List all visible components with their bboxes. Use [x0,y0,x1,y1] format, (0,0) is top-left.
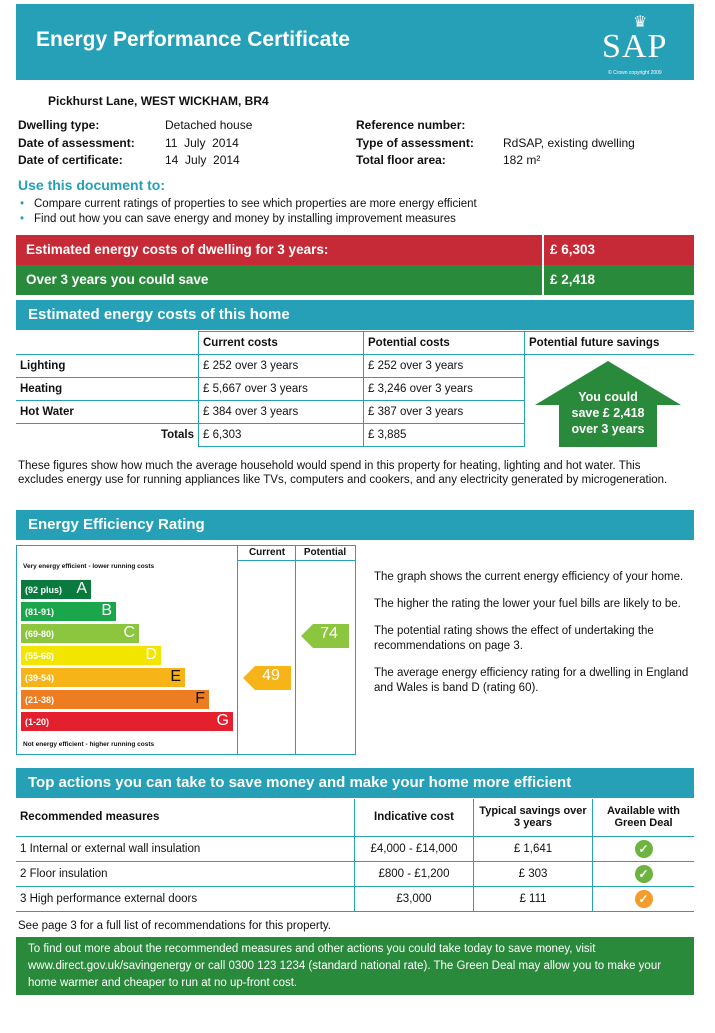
green-deal-cell [593,861,695,886]
footer-text: To find out more about the recommended measures and other actions you could take today to save money, visit www.direct.gov.uk/savingenergy or call 0300 123 1234 (standard national rate). The Green Deal may allow you to make your home warmer and cheaper to run at no up-front cost. [28,943,662,989]
cost-potential: £ 387 over 3 years [364,401,525,424]
cost-potential: £ 252 over 3 years [364,355,525,378]
bullet-icon: • [20,198,25,210]
rating-text: The graph shows the current energy efficiency of your home. [374,571,684,583]
assessment-type-value: RdSAP, existing dwelling [503,136,635,150]
rating-explanation [374,570,694,696]
dwelling-type-value: Detached house [165,118,253,132]
savings-arrow-cell [525,355,695,447]
costs-header-savings: Potential future savings [525,332,695,355]
header-banner [16,4,694,80]
savings-summary-bar [16,265,694,295]
reference-label: Reference number: [356,118,466,132]
table-row [16,355,694,378]
certificate-date-value: 14 July 2014 [165,153,240,167]
band-range: (55-68) [25,651,55,661]
use-bullet-text: Compare current ratings of properties to see which properties are more energy efficient [34,198,477,210]
band-e [21,668,185,687]
cost-summary-value: £ 6,303 [550,242,596,257]
savings-arrow-text [533,389,683,437]
savings-arrow-line: over 3 years [571,422,645,436]
page-title: Energy Performance Certificate [36,28,350,51]
cost-item: Hot Water [16,401,199,424]
band-letter: G [216,712,229,729]
top-note: Very energy efficient - lower running costs [23,563,155,570]
check-icon: ✓ [635,890,653,908]
measure-saving: £ 1,641 [474,836,593,861]
measure: 2 Floor insulation [16,861,355,886]
measure-cost: £800 - £1,200 [355,861,474,886]
cost-current: £ 252 over 3 years [199,355,364,378]
measure: 1 Internal or external wall insulation [16,836,355,861]
band-a [21,580,91,599]
dwelling-type-label: Dwelling type: [18,118,100,132]
band-g [21,712,233,731]
band-range: (21-38) [25,695,55,705]
actions-heading: Top actions you can take to save money and make your home more efficient [28,774,572,791]
current-rating-value: 49 [262,667,280,684]
band-letter: C [123,624,135,641]
costs-table [16,331,694,447]
sap-logo-text: SAP [602,28,668,65]
band-d [21,646,161,665]
table-row [16,861,694,886]
measure-saving: £ 303 [474,861,593,886]
sap-logo [602,12,682,76]
logo-copyright: © Crown copyright 2009 [608,70,662,76]
current-column-header: Current [248,547,286,558]
bottom-note: Not energy efficient - higher running costs [23,741,155,748]
rating-section-header [16,510,694,540]
divider [237,546,238,754]
cost-item: Heating [16,378,199,401]
table-row [16,836,694,861]
cost-current: £ 384 over 3 years [199,401,364,424]
crown-icon: ♛ [633,14,648,31]
cost-summary-label: Estimated energy costs of dwelling for 3 years: [26,242,329,257]
use-bullet [20,213,456,225]
totals-potential: £ 3,885 [364,424,525,447]
band-letter: B [101,602,112,619]
cost-potential: £ 3,246 over 3 years [364,378,525,401]
bullet-icon: • [20,213,25,225]
band-b [21,602,116,621]
cost-summary-bar [16,235,694,265]
band-range: (1-20) [25,717,50,727]
band-letter: E [170,668,181,685]
savings-summary-value: £ 2,418 [550,272,596,287]
totals-current: £ 6,303 [199,424,364,447]
check-icon: ✓ [635,840,653,858]
footer-banner [16,937,694,995]
actions-header-savings: Typical savings over 3 years [474,799,593,836]
rating-text: The potential rating shows the effect of undertaking the recommendations on page 3. [374,625,654,652]
measure-cost: £3,000 [355,886,474,911]
savings-summary-label: Over 3 years you could save [26,272,209,287]
assessment-type-label: Type of assessment: [356,136,474,150]
assessment-date-label: Date of assessment: [18,136,135,150]
band-f [21,690,209,709]
use-document-heading: Use this document to: [18,177,166,193]
band-range: (92 plus) [25,585,63,595]
band-range: (69-80) [25,629,55,639]
potential-column-header: Potential [303,547,347,558]
green-deal-cell [593,836,695,861]
floor-area-label: Total floor area: [356,153,446,167]
costs-header-potential: Potential costs [364,332,525,355]
actions-header-green-deal: Available with Green Deal [593,799,695,836]
use-bullet-text: Find out how you can save energy and money by installing improvement measures [34,213,456,225]
costs-header-current: Current costs [199,332,364,355]
costs-header-item [16,332,199,355]
rating-chart [16,545,356,755]
actions-section-header [16,768,694,798]
cost-item: Lighting [16,355,199,378]
see-page-note: See page 3 for a full list of recommendations for this property. [18,920,331,932]
table-row [16,886,694,911]
savings-arrow-line: save £ 2,418 [571,406,645,420]
assessment-date-value: 11 July 2014 [165,136,239,150]
certificate-date-label: Date of certificate: [18,153,123,167]
property-address: Pickhurst Lane, WEST WICKHAM, BR4 [48,94,269,108]
potential-rating-value: 74 [320,625,338,642]
divider [237,560,355,561]
costs-heading: Estimated energy costs of this home [28,306,290,323]
divider [542,235,544,265]
use-bullet [20,198,477,210]
band-range: (39-54) [25,673,55,683]
band-range: (81-91) [25,607,55,617]
check-icon: ✓ [635,865,653,883]
divider [295,546,296,754]
rating-heading: Energy Efficiency Rating [28,516,205,533]
rating-text: The average energy efficiency rating for a dwelling in England and Wales is band D (rating 60). [374,667,689,694]
band-letter: F [195,690,205,707]
band-letter: A [76,580,87,597]
actions-table [16,799,694,912]
actions-header-measures: Recommended measures [16,799,355,836]
green-deal-cell [593,886,695,911]
actions-header-cost: Indicative cost [355,799,474,836]
band-letter: D [145,646,157,663]
savings-arrow-line: You could [578,390,638,404]
rating-text: The higher the rating the lower your fuel bills are likely to be. [374,598,681,610]
measure: 3 High performance external doors [16,886,355,911]
measure-saving: £ 111 [474,886,593,911]
totals-label: Totals [16,424,199,447]
measure-cost: £4,000 - £14,000 [355,836,474,861]
floor-area-value: 182 m² [503,153,541,167]
costs-section-header [16,300,694,330]
cost-current: £ 5,667 over 3 years [199,378,364,401]
costs-note: These figures show how much the average household would spend in this property for heating, lighting and hot water. This excludes energy use for running appliances like TVs, computers and cookers, and any electricity generated by microgeneration. [18,460,668,486]
divider [542,265,544,295]
band-c [21,624,139,643]
